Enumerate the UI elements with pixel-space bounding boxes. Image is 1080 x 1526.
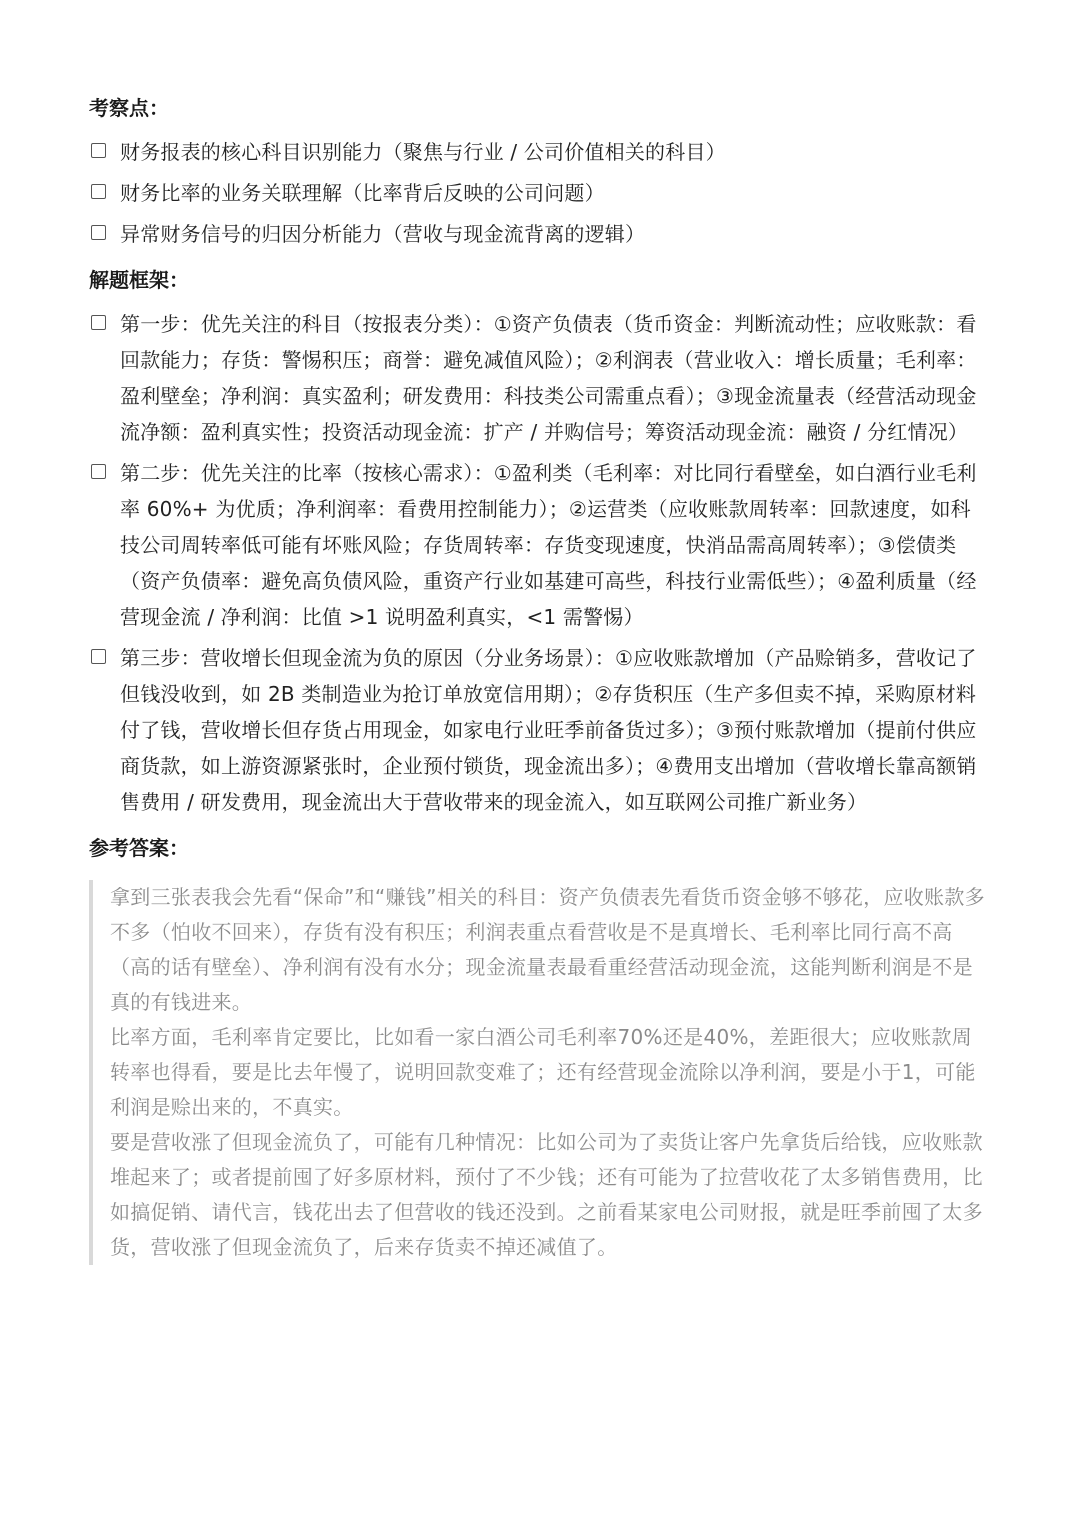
- focus-item: [89, 216, 990, 252]
- answer-paragraph: 拿到三张表我会先看“保命”和“赚钱”相关的科目：资产负债表先看货币资金够不够花，应收账款多不多（怕收不回来），存货有没有积压；利润表重点看营收是不是真增长、毛利率比同行高不高（高的话有壁垒）、净利润有没有水分；现金流量表最看重经营活动现金流，这能判断利润是不是真的有钱进来。: [110, 885, 985, 1014]
- checkbox-icon[interactable]: [91, 225, 106, 240]
- framework-item-text: 第一步：优先关注的科目（按报表分类）：①资产负债表（货币资金：判断流动性；应收账款：看回款能力；存货：警惕积压；商誉：避免减值风险）；②利润表（营业收入：增长质量；毛利率：盈利壁垒；净利润：真实盈利；研发费用：科技类公司需重点看）；③现金流量表（经营活动现金流净额：盈利真实性；投资活动现金流：扩产 / 并购信号；筹资活动现金流：融资 / 分红情况）: [120, 312, 977, 444]
- framework-checklist: [89, 306, 990, 820]
- checkbox-icon[interactable]: [91, 315, 106, 330]
- focus-item-text: 财务报表的核心科目识别能力（聚焦与行业 / 公司价值相关的科目）: [120, 140, 726, 164]
- checkbox-icon[interactable]: [91, 464, 106, 479]
- answer-paragraph: 要是营收涨了但现金流负了，可能有几种情况：比如公司为了卖货让客户先拿货后给钱，应收账款堆起来了；或者提前囤了好多原材料，预付了不少钱；还有可能为了拉营收花了太多销售费用，比如搞促销、请代言，钱花出去了但营收的钱还没到。之前看某家电公司财报，就是旺季前囤了太多货，营收涨了但现金流负了，后来存货卖不掉还减值了。: [110, 1130, 983, 1259]
- checkbox-icon[interactable]: [91, 143, 106, 158]
- framework-item-text: 第三步：营收增长但现金流为负的原因（分业务场景）：①应收账款增加（产品赊销多，营收记了但钱没收到，如 2B 类制造业为抢订单放宽信用期）；②存货积压（生产多但卖不掉，采购原材料付了钱，营收增长但存货占用现金，如家电行业旺季前备货过多）；③预付账款增加（提前付供应商货款，如上游资源紧张时，企业预付锁货，现金流出多）；④费用支出增加（营收增长靠高额销售费用 / 研发费用，现金流出大于营收带来的现金流入，如互联网公司推广新业务）: [120, 646, 977, 814]
- section-title-framework: 解题框架：: [89, 268, 189, 292]
- focus-item-text: 异常财务信号的归因分析能力（营收与现金流背离的逻辑）: [120, 222, 646, 246]
- framework-item: [89, 306, 990, 450]
- framework-item: [89, 640, 990, 820]
- framework-item: [89, 455, 990, 635]
- framework-item-text: 第二步：优先关注的比率（按核心需求）：①盈利类（毛利率：对比同行看壁垒，如白酒行业毛利率 60%+ 为优质；净利润率：看费用控制能力）；②运营类（应收账款周转率：回款速度，如科技公司周转率低可能有坏账风险；存货周转率：存货变现速度，快消品需高周转率）；③偿债类（资产负债率：避免高负债风险，重资产行业如基建可高些，科技行业需低些）；④盈利质量（经营现金流 / 净利润：比值 >1 说明盈利真实，<1 需警惕）: [120, 461, 977, 629]
- focus-item-text: 财务比率的业务关联理解（比率背后反映的公司问题）: [120, 181, 605, 205]
- focus-checklist: [89, 134, 990, 252]
- answer-paragraph: 比率方面，毛利率肯定要比，比如看一家白酒公司毛利率70%还是40%，差距很大；应收账款周转率也得看，要是比去年慢了，说明回款变难了；还有经营现金流除以净利润，要是小于1，可能利润是赊出来的，不真实。: [110, 1025, 976, 1119]
- checkbox-icon[interactable]: [91, 184, 106, 199]
- answer-quote: [89, 880, 990, 1265]
- focus-item: [89, 175, 990, 211]
- section-title-focus: 考察点：: [89, 96, 169, 120]
- checkbox-icon[interactable]: [91, 649, 106, 664]
- section-title-answer: 参考答案：: [89, 836, 189, 860]
- focus-item: [89, 134, 990, 170]
